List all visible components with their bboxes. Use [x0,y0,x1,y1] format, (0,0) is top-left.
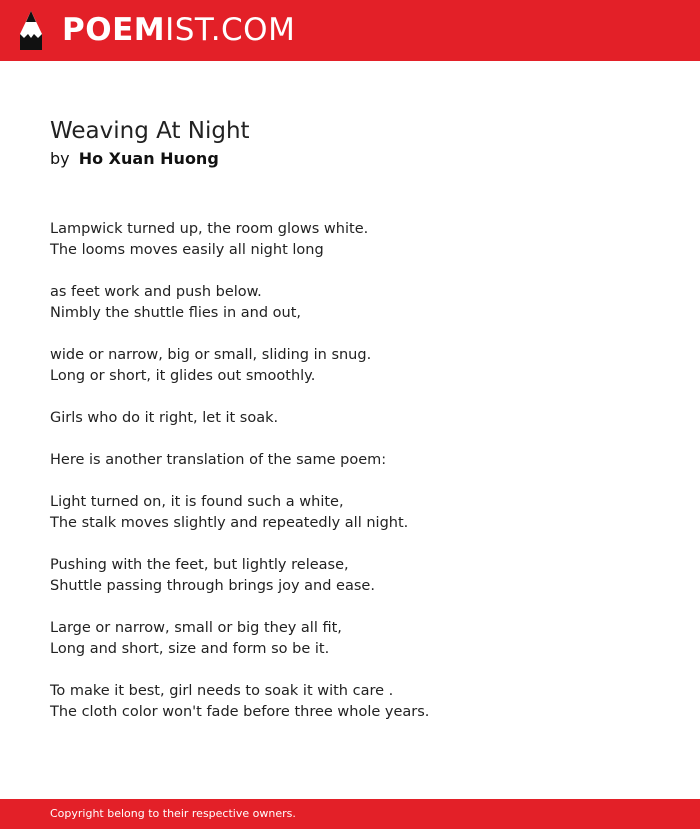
poem-line: Pushing with the feet, but lightly release, [50,557,349,573]
poem-byline [50,148,650,170]
by-label: by [50,149,70,168]
poem-line: Nimbly the shuttle flies in and out, [50,305,302,321]
stanza [50,345,650,387]
stanza [50,555,650,597]
poem-line: Large or narrow, small or big they all fit, [50,620,342,636]
logo-brand-light: IST.COM [165,12,296,48]
poem-line: wide or narrow, big or small, sliding in snug. [50,347,372,363]
poem-line: The cloth color won't fade before three whole years. [50,704,430,720]
stanza [50,408,650,429]
poem-line: Light turned on, it is found such a white, [50,494,344,510]
poem-body [50,219,650,723]
site-logo[interactable] [62,12,295,48]
poem-content [50,116,650,744]
poem-line: Long and short, size and form so be it. [50,641,330,657]
stanza [50,219,650,261]
logo-brand-bold: POEM [62,12,166,48]
stanza [50,450,650,471]
pencil-icon[interactable] [18,10,44,52]
poem-line: Shuttle passing through brings joy and ease. [50,578,375,594]
poem-title: Weaving At Night [50,118,250,144]
stanza [50,618,650,660]
poem-line: Lampwick turned up, the room glows white. [50,221,369,237]
poem-line: Long or short, it glides out smoothly. [50,368,316,384]
poem-author: Ho Xuan Huong [78,149,219,168]
site-header [0,0,700,61]
site-footer [0,799,700,829]
poem-line: The looms moves easily all night long [50,242,324,258]
poem-line: The stalk moves slightly and repeatedly all night. [50,515,409,531]
poem-line: To make it best, girl needs to soak it with care . [50,683,394,699]
copyright-text: Copyright belong to their respective owners. [50,807,296,820]
poem-line: Girls who do it right, let it soak. [50,410,279,426]
stanza [50,282,650,324]
stanza [50,681,650,723]
stanza [50,492,650,534]
poem-line: as feet work and push below. [50,284,262,300]
poem-line: Here is another translation of the same poem: [50,452,387,468]
